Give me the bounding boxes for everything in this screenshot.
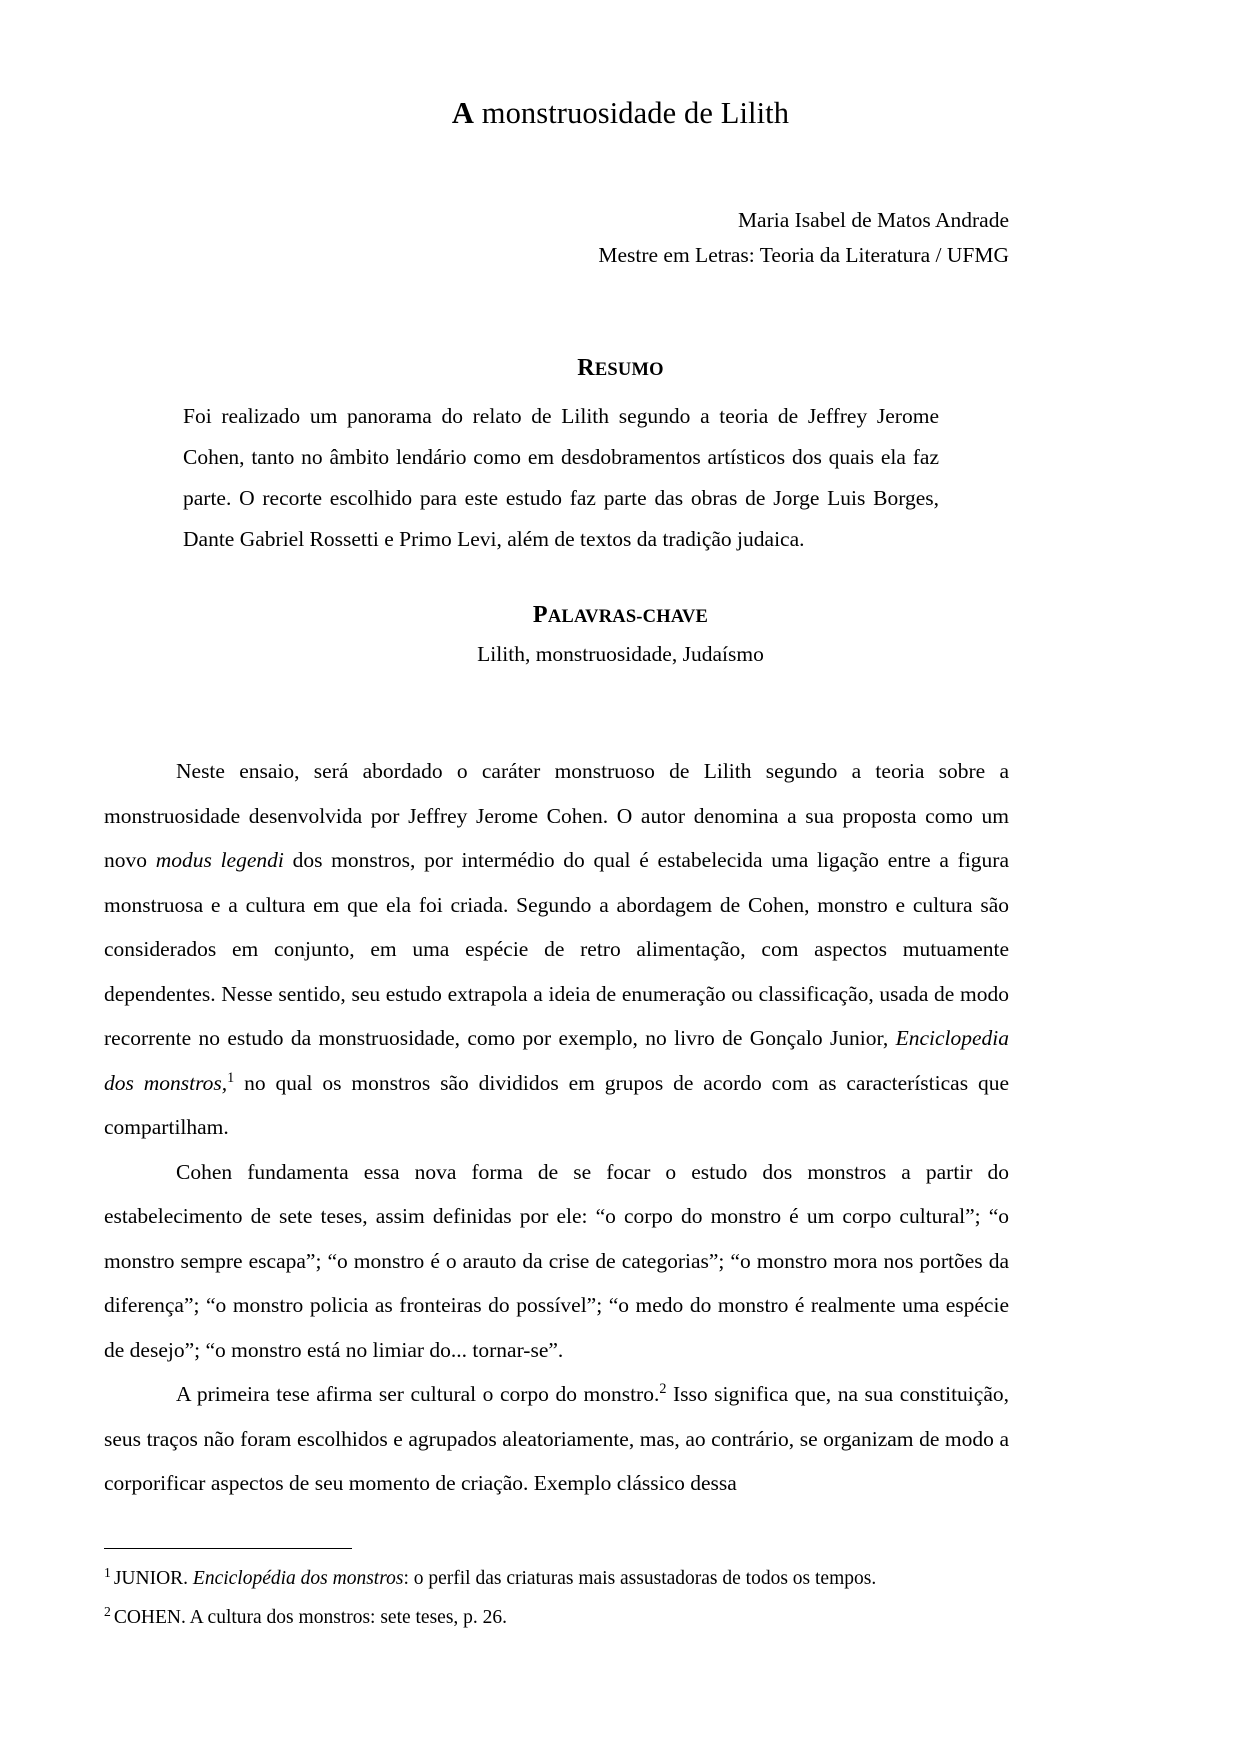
title-block [0, 0, 1241, 131]
paragraph-1-part-c: no qual os monstros são divididos em grupos de acordo com as características que compartilham. [104, 1070, 1009, 1139]
paragraph-1-italic-book-title: Enciclopedia dos monstros, [104, 1026, 1009, 1095]
author-affiliation: Mestre em Letras: Teoria da Literatura / UFMG [598, 243, 1009, 267]
body-text [104, 749, 1009, 1506]
footnote-1-prefix: JUNIOR. [113, 1568, 193, 1589]
body-paragraph-3 [104, 1372, 1009, 1506]
footnote-2-prefix: COHEN. A cultura dos monstros: sete teses, p. 26. [113, 1607, 508, 1628]
body-paragraph-2: Cohen fundamenta essa nova forma de se focar o estudo dos monstros a partir do estabelecimento de sete teses, assim definidas por ele: “o corpo do monstro é um corpo cultural”; “o monstro sempre escapa”; “o monstro é o arauto da crise de categorias”; “o monstro mora nos portões da diferença”; “o monstro policia as fronteiras do possível”; “o medo do monstro é realmente uma espécie de desejo”; “o monstro está no limiar do... tornar-se”. [104, 1159, 1009, 1362]
body-paragraph-1 [104, 749, 1009, 1150]
footnote-1-suffix: : o perfil das criaturas mais assustadoras de todos os tempos. [403, 1568, 877, 1589]
paragraph-1-part-b: dos monstros, por intermédio do qual é estabelecida uma ligação entre a figura monstruosa e a cultura em que ela foi criada. Segundo a abordagem de Cohen, monstro e cultura são considerados em conjunto, em uma espécie de retro alimentação, com aspectos mutuamente dependentes. Nesse sentido, seu estudo extrapola a ideia de enumeração ou classificação, usada de modo recorrente no estudo da monstruosidade, como por exemplo, no livro de Gonçalo Junior, [104, 848, 1010, 1050]
title-dropcap: A [451, 96, 475, 130]
title-text: monstruosidade de Lilith [474, 96, 790, 130]
footnote-1-italic-title: Enciclopédia dos monstros [192, 1568, 404, 1589]
abstract-heading-lead: R [577, 355, 595, 381]
paragraph-3-part-a: A primeira tese afirma ser cultural o corpo do monstro. [176, 1382, 660, 1406]
keywords-text: Lilith, monstruosidade, Judaísmo [477, 642, 764, 666]
footnote-1 [104, 1559, 1009, 1598]
abstract-heading [0, 355, 1241, 382]
footnote-2-marker: 2 [104, 1603, 111, 1619]
keywords-heading-rest: ALAVRAS-CHAVE [547, 607, 709, 627]
footnote-area [104, 1548, 1009, 1637]
author-block [0, 203, 1241, 273]
footnote-marker-2[interactable]: 2 [659, 1380, 667, 1397]
paragraph-3-part-b: Isso significa que, na sua constituição, seus traços não foram escolhidos e agrupados aleatoriamente, mas, ao contrário, se organizam de modo a corporificar aspectos de seu momento de criação. Exemplo clássico dessa [104, 1382, 1009, 1495]
footnote-2 [104, 1598, 1009, 1637]
abstract-heading-rest: ESUMO [594, 360, 664, 380]
paragraph-1-italic-modus-legendi: modus legendi [155, 848, 284, 872]
page-title [0, 96, 1241, 131]
keywords-heading-lead: P [532, 602, 548, 628]
keywords-heading [0, 602, 1241, 629]
footnote-marker-1[interactable]: 1 [227, 1069, 235, 1086]
footnote-1-marker: 1 [104, 1564, 111, 1580]
author-name: Maria Isabel de Matos Andrade [737, 208, 1009, 232]
paragraph-1-part-a: Neste ensaio, será abordado o caráter monstruoso de Lilith segundo a teoria sobre a monstruosidade desenvolvida por Jeffrey Jerome Cohen. O autor denomina a sua proposta como um novo [104, 759, 1009, 872]
footnote-separator-rule [104, 1548, 352, 1549]
abstract-text: Foi realizado um panorama do relato de Lilith segundo a teoria de Jeffrey Jerome Cohen, tanto no âmbito lendário como em desdobramentos artísticos dos quais ela faz parte. O recorte escolhido para este estudo faz parte das obras de Jorge Luis Borges, Dante Gabriel Rossetti e Primo Levi, além de textos da tradição judaica. [183, 404, 939, 551]
